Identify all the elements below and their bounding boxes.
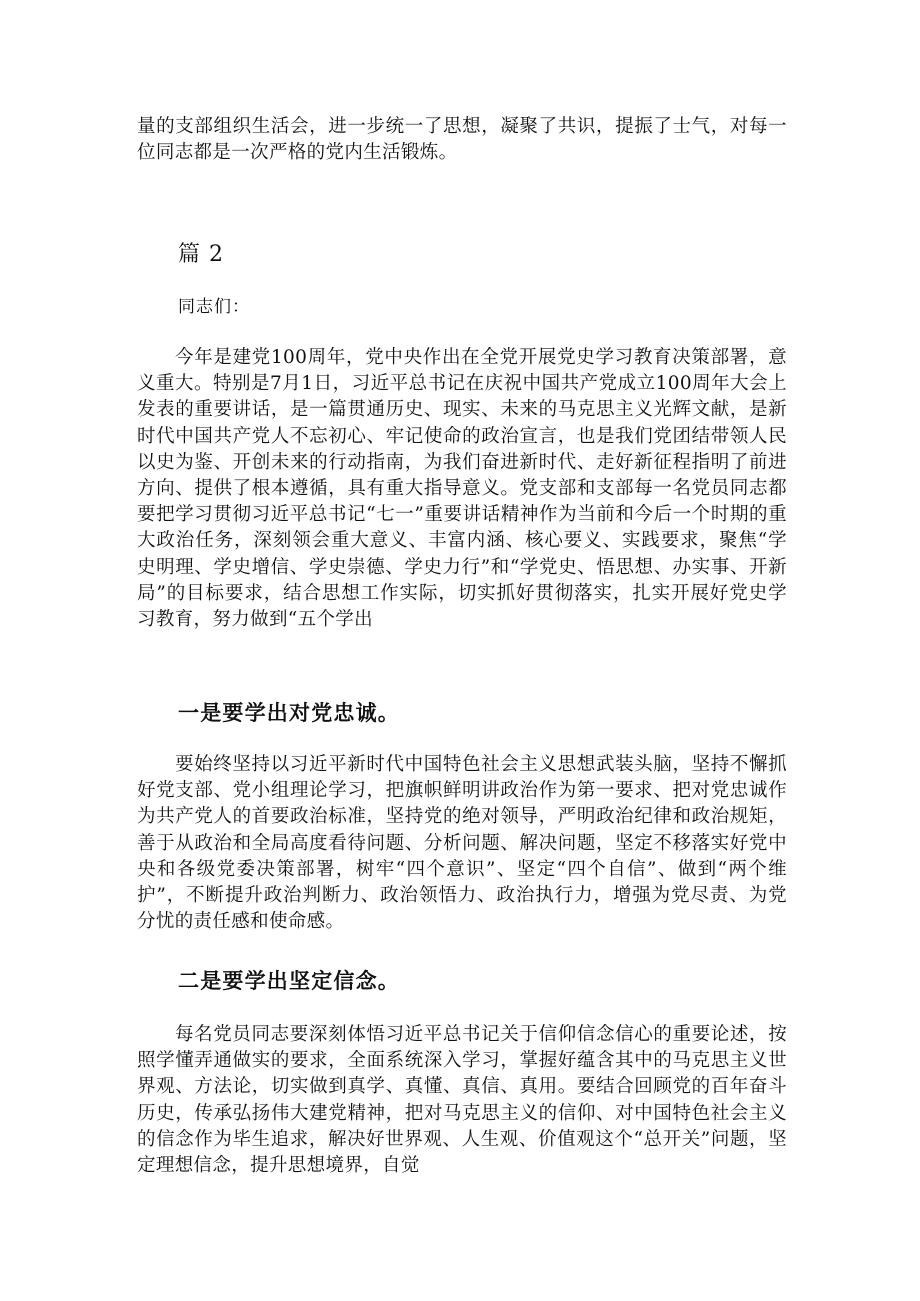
heading-faith: 二是要学出坚定信念。 xyxy=(178,968,400,993)
paragraph-3: 每名党员同志要深刻体悟习近平总书记关于信仰信念信心的重要论述，按照学懂弄通做实的要求，全面系统深入学习，掌握好蕴含其中的马克思主义世界观、方法论，切实做到真学、真懂、真信、真用。要结合回顾党的百年奋斗历史，传承弘扬伟大建党精神，把对马克思主义的信仰、对中国特色社会主义的信念作为毕生追求，解决好世界观、人生观、价值观这个“总开关”问题，坚定理想信念，提升思想境界，自觉 xyxy=(137,1024,787,1177)
paragraph-1: 今年是建党100周年，党中央作出在全党开展党史学习教育决策部署，意义重大。特别是7月1日，习近平总书记在庆祝中国共产党成立100周年大会上发表的重要讲话，是一篇贯通历史、现实、未来的马克思主义光辉文献，是新时代中国共产党人不忘初心、牢记使命的政治宣言，也是我们党团结带领人民以史为鉴、开创未来的行动指南，为我们奋进新时代、走好新征程指明了前进方向、提供了根本遵循，具有重大指导意义。党支部和支部每一名党员同志都要把学习贯彻习近平总书记“七一”重要讲话精神作为当前和今后一个时期的重大政治任务，深刻领会重大意义、丰富内涵、核心要义、实践要求，聚焦“学史明理、学史增信、学史崇德、学史力行”和“学党史、悟思想、办实事、开新局”的目标要求，结合思想工作实际，切实抓好贯彻落实，扎实开展好党史学习教育，努力做到“五个学出 xyxy=(137,347,787,631)
heading-loyalty: 一是要学出对党忠诚。 xyxy=(178,700,400,725)
salutation: 同志们： xyxy=(178,297,250,317)
paragraph-2: 要始终坚持以习近平新时代中国特色社会主义思想武装头脑，坚持不懈抓好党支部、党小组理论学习，把旗帜鲜明讲政治作为第一要求、把对党忠诚作为共产党人的首要政治标准，坚持党的绝对领导，严明政治纪律和政治规矩，善于从政治和全局高度看待问题、分析问题、解决问题，坚定不移落实好党中央和各级党委决策部署，树牢“四个意识”、坚定“四个自信”、做到“两个维护”，不断提升政治判断力、政治领悟力、政治执行力，增强为党尽责、为党分忧的责任感和使命感。 xyxy=(137,754,787,933)
intro-paragraph: 量的支部组织生活会，进一步统一了思想，凝聚了共识，提振了士气，对每一位同志都是一次严格的党内生活锻炼。 xyxy=(137,116,787,164)
section-title: 篇 2 xyxy=(178,242,224,267)
